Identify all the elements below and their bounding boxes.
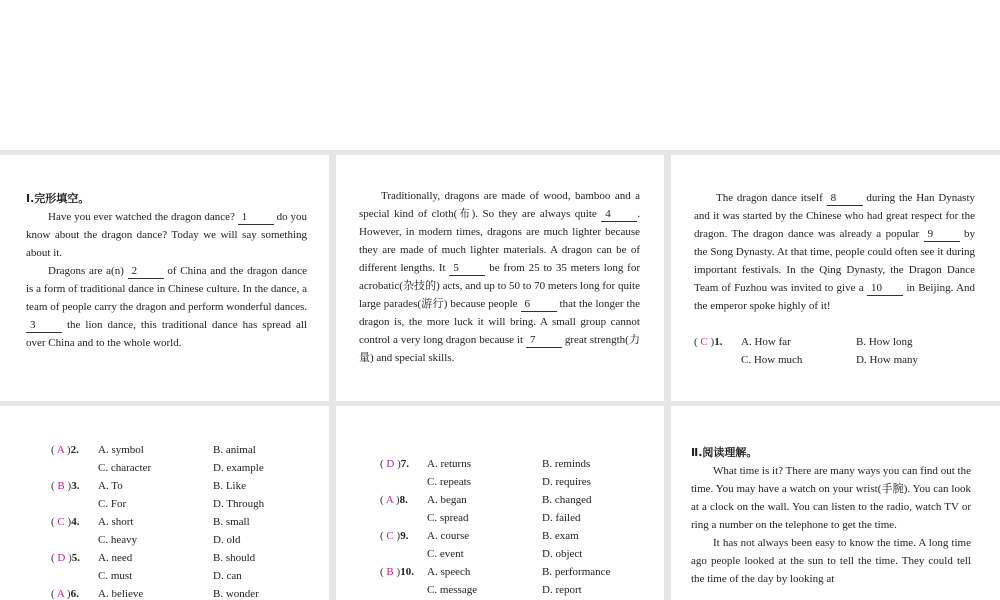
option-b: B. performance [542,566,611,578]
answer-mark: C [700,336,708,348]
option-c: C. event [427,548,464,560]
cloze-middle-text [359,187,640,367]
option-row: ( A )2. A. symbol B. animal [51,441,313,459]
cloze-intro-text [26,190,307,352]
blank-2: 2 [128,265,164,279]
option-row [51,531,313,549]
question-number: 2. [70,444,79,456]
paragraph: Have you ever watched the dragon dance? 1 do you know about the dragon dance? Today we will say something about it. [26,211,308,259]
page-panel-cloze-middle [336,155,664,401]
option-row: ( D )5. A. need B. should [51,549,313,567]
question-number: 3. [71,480,80,492]
question-number: 5. [71,552,81,564]
answer-mark: D [386,458,395,470]
option-a: A. course [427,530,470,542]
option-a: A. short [98,516,134,528]
option-row: ( A )8. A. began B. changed [380,491,642,509]
option-row: ( D )7. A. returns B. reminds [380,455,642,473]
option-row [380,509,642,527]
question-number: 8. [399,494,408,506]
option-row [380,473,642,491]
option-row: ( C )9. A. course B. exam [380,527,642,545]
option-b: B. Like [213,480,246,492]
paragraph: What time is it? There are many ways you can find out the time. You may have a watch on your wrist(手腕). You can look at a clock on the wall. You can listen to the radio, watch TV or ring a number on the telephone to get the time. [691,465,971,531]
option-b: B. reminds [542,458,591,470]
paragraph: The dragon dance itself 8 during the Han Dynasty and it was started by the Chinese who had great respect for the dragon. The dragon dance was already a popular 9 by the Song Dynasty. At that time, people could often see it during important festivals. In the Qing Dynasty, the Dragon Dance Team of Fuzhou was invited to give a 10 in Beijing. And the emperor spoke highly of it! [694,192,976,312]
top-blank-area [0,0,1000,150]
option-d: D. example [213,462,264,474]
option-c: C. spread [427,512,469,524]
option-row: ( A )6. A. believe B. wonder [51,585,313,600]
answer-mark: A [56,588,65,600]
answer-list [51,441,313,600]
option-d: D. can [213,570,242,582]
option-c: C. must [98,570,133,582]
blank-9: 9 [924,228,960,242]
question-1 [694,333,956,369]
answer-mark: C [57,516,65,528]
question-number: 1. [714,336,723,348]
option-a: A. need [98,552,133,564]
blank-4: 4 [601,208,637,222]
option-d: D. Through [213,498,265,510]
answer-mark: D [57,552,66,564]
paragraph: It has not always been easy to know the time. A long time ago people looked at the sun to tell the time. They could tell the time of the day by looking at [691,537,971,585]
page-panel-reading [671,406,1000,600]
question-number: 6. [70,588,79,600]
page-panel-cloze-intro [0,155,329,401]
blank-8: 8 [827,192,863,206]
option-d: D. failed [542,512,581,524]
question-number: 7. [400,458,410,470]
page-panel-answers-2-6 [0,406,329,600]
option-a: A. How far [741,336,791,348]
option-d: D. requires [542,476,591,488]
option-row [51,459,313,477]
paragraph: Dragons are a(n) 2 of China and the dragon dance is a form of traditional dance in Chinese culture. In the dance, a team of people carry the dragon and perform wonderful dances. 3 the lion dance, this traditional dance has spread all over China and to the whole world. [26,265,308,349]
option-c: C. For [98,498,127,510]
option-d: D. object [542,548,583,560]
cloze-end-text [694,189,975,315]
page-panel-cloze-end [671,155,1000,401]
option-b: B. wonder [213,588,259,600]
answer-mark: B [386,566,394,578]
option-c: C. heavy [98,534,138,546]
option-b: B. exam [542,530,579,542]
option-a: A. symbol [98,444,144,456]
option-a: A. speech [427,566,471,578]
option-c: C. message [427,584,478,596]
answer-mark: A [56,444,65,456]
option-row [380,545,642,563]
option-b: B. changed [542,494,592,506]
option-row [694,351,956,369]
option-c: C. How much [741,354,803,366]
blank-6: 6 [521,298,557,312]
option-row [51,495,313,513]
question-number: 4. [71,516,80,528]
option-row: ( C )1. A. How far B. How long [694,333,956,351]
paragraph: Traditionally, dragons are made of wood, bamboo and a special kind of cloth(布). So they are always quite 4 . However, in modern times, dragons are much lighter because they are made of much lighter materials. A dragon can be of different lengths. It 5 be from 25 to 35 meters long for acrobatic(杂技的) acts, and up to 50 to 70 meters long for quite large parades(游行) because people 6 that the longer the dragon is, the more luck it will bring. A small group cannot control a very long dragon because it 7 great strength(力量) and special skills. [359,190,641,364]
blank-1: 1 [238,211,274,225]
answer-mark: B [57,480,65,492]
option-row: ( C )4. A. short B. small [51,513,313,531]
option-row: ( B )10. A. speech B. performance [380,563,642,581]
option-row [51,567,313,585]
option-b: B. small [213,516,250,528]
question-number: 9. [400,530,409,542]
section-heading-cloze: Ⅰ.完形填空。 [26,192,90,205]
option-a: A. To [98,480,123,492]
option-c: C. character [98,462,152,474]
blank-3: 3 [26,319,62,333]
answer-mark: C [386,530,394,542]
page-panel-answers-7-10 [336,406,664,600]
option-b: B. How long [856,336,913,348]
option-a: A. began [427,494,467,506]
option-row [380,581,642,599]
question-number: 10. [400,566,414,578]
answer-mark: A [385,494,394,506]
blank-7: 7 [526,334,562,348]
option-d: D. How many [856,354,919,366]
option-a: A. believe [98,588,144,600]
blank-5: 5 [449,262,485,276]
option-a: A. returns [427,458,471,470]
blank-10: 10 [867,282,903,296]
section-heading-reading: Ⅱ.阅读理解。 [691,446,758,459]
option-c: C. repeats [427,476,471,488]
reading-text [691,444,971,588]
option-b: B. should [213,552,256,564]
option-row: ( B )3. A. To B. Like [51,477,313,495]
option-d: D. report [542,584,582,596]
answer-list [380,455,642,599]
option-b: B. animal [213,444,256,456]
option-d: D. old [213,534,241,546]
